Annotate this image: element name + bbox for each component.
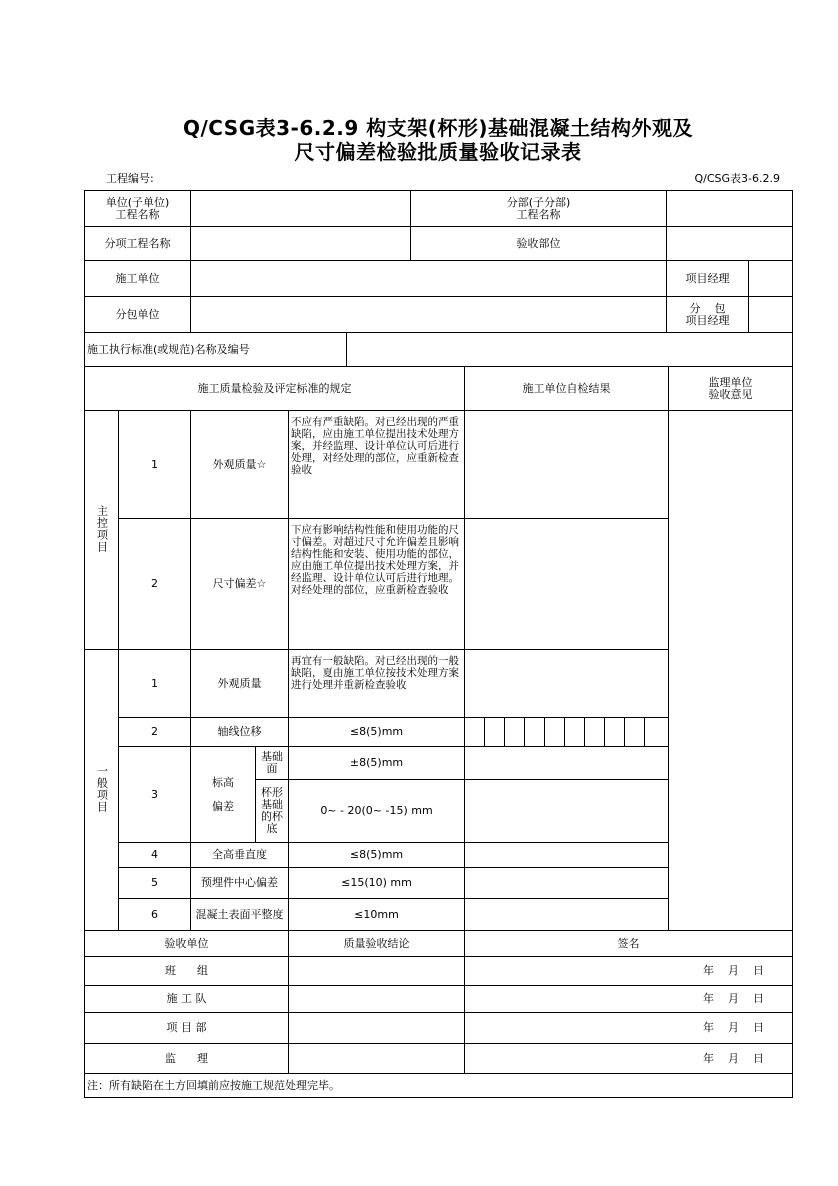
- general-item-6-no: 6: [119, 899, 191, 931]
- footnote: 注：所有缺陷在土方回填前应按施工规范处理完毕。: [85, 1074, 793, 1098]
- crew-date[interactable]: 年 月 日: [465, 986, 793, 1013]
- subitem-project-name-value[interactable]: [191, 227, 411, 261]
- subcontract-manager-line1: 分 包: [689, 301, 726, 315]
- general-item-3-sub1-name: 基础面: [256, 747, 289, 780]
- division-project-name-value[interactable]: [667, 191, 793, 227]
- acceptance-part-value[interactable]: [667, 227, 793, 261]
- measure-cell[interactable]: [645, 718, 669, 747]
- measure-cell[interactable]: [485, 718, 505, 747]
- main-item-1-name: 外观质量☆: [191, 411, 289, 519]
- division-project-name-label: 分部(子分部) 工程名称: [411, 191, 667, 227]
- general-item-4-name: 全高垂直度: [191, 843, 289, 868]
- general-item-1-result[interactable]: [465, 650, 669, 718]
- measure-cell[interactable]: [625, 718, 645, 747]
- form-title: [84, 116, 792, 164]
- measure-cell[interactable]: [465, 718, 485, 747]
- general-item-3-name-line2: 偏差: [212, 799, 234, 813]
- acceptance-table: [84, 930, 793, 1098]
- standard-name-label: 施工执行标准(或规范)名称及编号: [85, 333, 347, 367]
- general-item-3-sub1-result[interactable]: [465, 747, 669, 780]
- general-item-6-value: ≤10mm: [289, 899, 465, 931]
- quality-conclusion-header: 质量验收结论: [289, 931, 465, 957]
- main-item-2-result[interactable]: [465, 519, 669, 650]
- supervision-date[interactable]: 年 月 日: [465, 1044, 793, 1074]
- general-item-2-no: 2: [119, 718, 191, 747]
- acceptance-row-supervision: 监 理: [85, 1044, 289, 1074]
- main-item-2-desc: 下应有影响结构性能和使用功能的尺寸偏差。对超过尺寸允许偏差且影响结构性能和安装、使用功能的部位，应由施工单位提出技术处理方案，并经监理、设计单位认可后进行地理。对经处理的部位，应重新检查验收: [289, 519, 465, 650]
- team-conclusion[interactable]: [289, 957, 465, 986]
- measure-cell[interactable]: [565, 718, 585, 747]
- main-item-2-name: 尺寸偏差☆: [191, 519, 289, 650]
- inspection-table: [84, 366, 793, 931]
- general-item-1-no: 1: [119, 650, 191, 718]
- self-check-column-header: 施工单位自检结果: [465, 367, 669, 411]
- supervision-header-line1: 监理单位: [708, 375, 753, 389]
- project-dept-conclusion[interactable]: [289, 1013, 465, 1044]
- acceptance-unit-header: 验收单位: [85, 931, 289, 957]
- standard-name-value[interactable]: [347, 333, 793, 367]
- main-control-label: 主控项目: [85, 411, 119, 650]
- form-code: Q/CSG表3-6.2.9: [694, 172, 780, 185]
- general-item-4-result[interactable]: [465, 843, 669, 868]
- acceptance-part-label: 验收部位: [411, 227, 667, 261]
- subcontract-unit-value[interactable]: [191, 297, 667, 333]
- acceptance-row-team: 班 组: [85, 957, 289, 986]
- general-item-5-no: 5: [119, 868, 191, 899]
- general-item-3-sub2-value: 0~ - 20(0~ -15) mm: [289, 780, 465, 843]
- supervision-header-line2: 验收意见: [708, 387, 753, 401]
- unit-project-name-value[interactable]: [191, 191, 411, 227]
- general-item-3-sub2-name: 杯形基础的杯底: [256, 780, 289, 843]
- signature-header: 签名: [465, 931, 793, 957]
- title-line-2: 尺寸偏差检验批质量验收记录表: [294, 140, 582, 164]
- subcontract-manager-value[interactable]: [749, 297, 793, 333]
- supervision-opinion[interactable]: [669, 411, 793, 931]
- general-item-2-name: 轴线位移: [191, 718, 289, 747]
- standard-column-header: 施工质量检验及评定标准的规定: [85, 367, 465, 411]
- project-no-label: 工程编号:: [106, 172, 154, 185]
- unit-table: [84, 260, 793, 333]
- measure-cell[interactable]: [505, 718, 525, 747]
- acceptance-row-project-dept: 项 目 部: [85, 1013, 289, 1044]
- main-item-2-no: 2: [119, 519, 191, 650]
- project-manager-label: 项目经理: [667, 261, 749, 297]
- project-dept-date[interactable]: 年 月 日: [465, 1013, 793, 1044]
- general-item-6-result[interactable]: [465, 899, 669, 931]
- subcontract-manager-label: [667, 297, 749, 333]
- general-item-3-sub1-value: ±8(5)mm: [289, 747, 465, 780]
- header-table: [84, 190, 793, 261]
- crew-conclusion[interactable]: [289, 986, 465, 1013]
- subcontract-manager-line2: 项目经理: [685, 313, 730, 327]
- measure-cell[interactable]: [605, 718, 625, 747]
- main-item-1-no: 1: [119, 411, 191, 519]
- main-item-1-result[interactable]: [465, 411, 669, 519]
- general-item-3-no: 3: [119, 747, 191, 843]
- general-item-2-value: ≤8(5)mm: [289, 718, 465, 747]
- general-item-1-desc: 再宜有一般缺陷。对已经出现的一般缺陷，夏由施工单位按技术处理方案进行处理并重新检查验收: [289, 650, 465, 718]
- construction-unit-value[interactable]: [191, 261, 667, 297]
- general-item-6-name: 混凝土表面平整度: [191, 899, 289, 931]
- subitem-project-name-label: 分项工程名称: [85, 227, 191, 261]
- subcontract-unit-label: 分包单位: [85, 297, 191, 333]
- acceptance-row-crew: 施 工 队: [85, 986, 289, 1013]
- general-item-3-name: [191, 747, 256, 843]
- team-date[interactable]: 年 月 日: [465, 957, 793, 986]
- supervision-column-header: [669, 367, 793, 411]
- general-item-5-value: ≤15(10) mm: [289, 868, 465, 899]
- measure-cell[interactable]: [525, 718, 545, 747]
- main-item-1-desc: 不应有严重缺陷。对已经出现的严重缺陷，应由施工单位提出技术处理方案，并经监理、设计单位认可后进行处理，对经处理的部位，应重新检查验收: [289, 411, 465, 519]
- project-manager-value[interactable]: [749, 261, 793, 297]
- unit-project-name-label: 单位(子单位) 工程名称: [85, 191, 191, 227]
- construction-unit-label: 施工单位: [85, 261, 191, 297]
- supervision-conclusion[interactable]: [289, 1044, 465, 1074]
- general-label: 一般项目: [85, 650, 119, 931]
- general-item-3-sub2-result[interactable]: [465, 780, 669, 843]
- title-line-1: Q/CSG表3-6.2.9 构支架(杯形)基础混凝土结构外观及: [182, 116, 694, 140]
- general-item-4-no: 4: [119, 843, 191, 868]
- measure-cell[interactable]: [545, 718, 565, 747]
- general-item-1-name: 外观质量: [191, 650, 289, 718]
- general-item-3-name-line1: 标高: [212, 775, 234, 789]
- general-item-5-result[interactable]: [465, 868, 669, 899]
- general-item-4-value: ≤8(5)mm: [289, 843, 465, 868]
- measure-cell[interactable]: [585, 718, 605, 747]
- standard-table: [84, 332, 793, 367]
- general-item-5-name: 预埋件中心偏差: [191, 868, 289, 899]
